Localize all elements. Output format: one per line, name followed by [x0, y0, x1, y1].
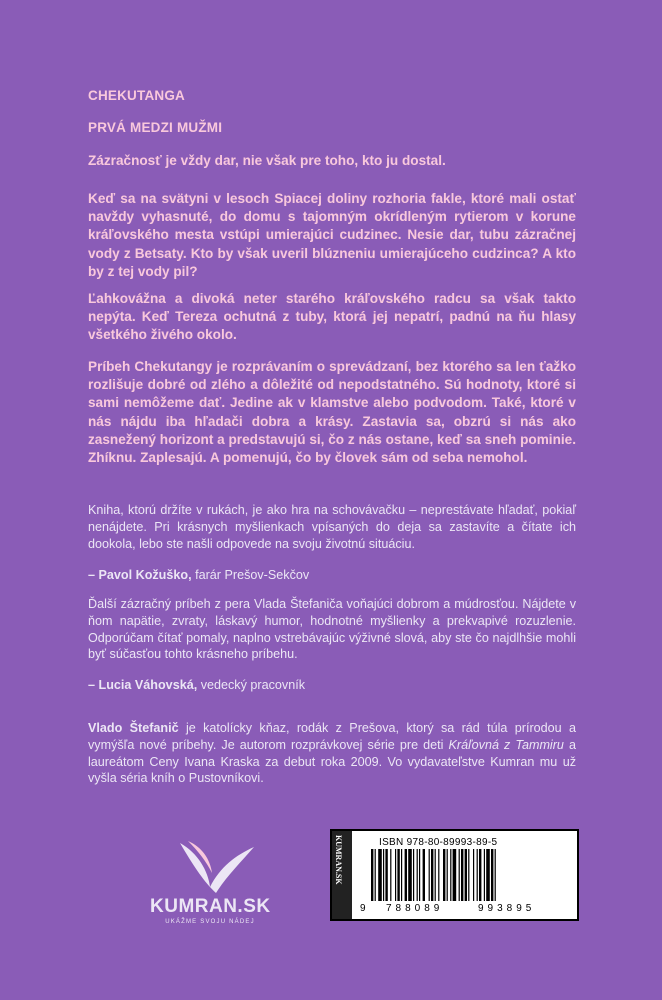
review-author-2: – Lucia Váhovská, [88, 678, 198, 692]
isbn-number: ISBN 978-80-89993-89-5 [379, 837, 498, 848]
barcode-bar [486, 849, 490, 901]
barcode-bar [459, 849, 460, 901]
barcode-bar [408, 849, 412, 901]
barcode-digits-right: 993895 [478, 903, 536, 914]
barcode-bar [484, 849, 485, 901]
blurb-paragraph-2: Keď sa na svätyni v lesoch Spiacej doliny rozhoria fakle, ktoré mali ostať navždy vyhasnuté, do domu s tajomným okrídleným rytierom v korune kráľovského mesta vstúpi umierajúci cudzinec. Nesie dar, tubu zázračnej vody z Betsaty. Kto by však uveril blúzneniu umierajúceho cudzinca? A kto by z tej vody pil? [88, 191, 576, 279]
review-signature-1 [88, 568, 309, 582]
blurb-paragraph-3: Ľahkovážna a divoká neter starého kráľovského radcu sa však takto nepýta. Keď Tereza ochutná z tuby, ktorá jej nepatrí, padnú na ňu hlasy všetkého živého okolo. [88, 291, 576, 343]
barcode-spine-label: KUMRAN.SK [334, 835, 343, 885]
review-signature-2 [88, 678, 305, 692]
barcode-bar [429, 849, 430, 901]
barcode-bars [371, 849, 571, 901]
barcode-bar [479, 849, 481, 901]
barcode-bar [375, 849, 376, 901]
barcode-bar [423, 849, 425, 901]
barcode-digit-prefix: 9 [360, 903, 366, 914]
barcode-bar [491, 849, 493, 901]
review-author-1: – Pavol Kožuško, [88, 568, 192, 582]
book-title: PRVÁ MEDZI MUŽMI [88, 120, 223, 135]
isbn-barcode [330, 829, 579, 921]
barcode-bar [431, 849, 433, 901]
blurb-paragraph-1: Zázračnosť je vždy dar, nie však pre toho, kto ju dostal. [88, 153, 446, 168]
review-role-1: farár Prešov-Sekčov [191, 568, 310, 582]
bio-text-1: je katolícky kňaz, rodák z Prešova, ktorý sa rád túla prírodou a vymýšľa nové príbehy. Je autorom rozprávkovej série pre deti [88, 721, 577, 752]
barcode-bar [417, 849, 418, 901]
barcode-bar [378, 849, 382, 901]
barcode-bar [395, 849, 396, 901]
barcode-bar [401, 849, 402, 901]
author-name: Vlado Štefanič [88, 721, 179, 735]
barcode-digits-left: 788089 [386, 903, 444, 914]
barcode-bar [473, 849, 474, 901]
barcode-bar [447, 849, 448, 901]
barcode-bar [461, 849, 463, 901]
barcode-bar [465, 849, 467, 901]
barcode-bar [383, 849, 384, 901]
barcode-bar [397, 849, 399, 901]
barcode-bar [443, 849, 445, 901]
barcode-bar [453, 849, 457, 901]
review-role-2: vedecký pracovník [197, 678, 306, 692]
barcode-bar [450, 849, 451, 901]
barcode-spine-strip [332, 831, 352, 919]
barcode-bar [371, 849, 373, 901]
barcode-bar [435, 849, 436, 901]
barcode-bar [495, 849, 496, 901]
publisher-tagline: UKÁŽME SVOJU NÁDEJ [165, 919, 255, 925]
barcode-bar [477, 849, 478, 901]
publisher-logo-text: KUMRAN.SK [150, 896, 271, 917]
barcode-bar [468, 849, 469, 901]
bio-text-2: a laureátom Ceny Ivana Kraska za debut roka 2009. Vo vydavateľstve Kumran mu už vyšla séria kníh o Pustovníkovi. [88, 737, 577, 786]
review-quote-1: Kniha, ktorú držíte v rukách, je ako hra na schovávačku – neprestávate hľadať, pokiaľ nenájdete. Pri krásnych myšlienkach vpísaných do deja sa zastavíte a čítate ich dookola, lebo ste našli odpovede na svoju životnú situáciu. [88, 503, 576, 551]
barcode-bar [390, 849, 391, 901]
barcode-bar [385, 849, 387, 901]
barcode-bar [405, 849, 407, 901]
barcode-bar [413, 849, 414, 901]
barcode-bar [419, 849, 420, 901]
review-quote-2: Ďalší zázračný príbeh z pera Vlada Štefaniča voňajúci dobrom a múdrosťou. Nájdete v ňom napätie, zvraty, láskavý humor, hodnotné myšlienky a prekvapivé rozuzlenie. Odporúčam čítať pomaly, naplno vstrebávajúc výživné slová, aby ste čo najdlhšie mohli byť súčasťou tohto krásneho príbehu. [88, 597, 576, 662]
barcode-bar [438, 849, 439, 901]
blurb-paragraph-4: Príbeh Chekutangy je rozprávaním o sprevádzaní, bez ktorého sa len ťažko rozlišuje dobré od zlého a dôležité od nepodstatného. Sú hodnoty, ktoré si sami nemôžeme dať. Jedine ak v klamstve alebo podvodom. Také, ktoré v nás nájdu iba hľadači dobra a krásy. Zastavia sa, obzrú si nás ako zasnežený horizont a predstavujú si, čo z nás ostane, keď sa sneh pominie. Zhíknu. Zaplesajú. A pomenujú, čo by človek sám od seba nemohol. [88, 359, 576, 466]
bio-series-title: Kráľovná z Tammiru [448, 737, 564, 752]
author-bio [88, 720, 576, 787]
series-title: CHEKUTANGA [88, 88, 185, 103]
